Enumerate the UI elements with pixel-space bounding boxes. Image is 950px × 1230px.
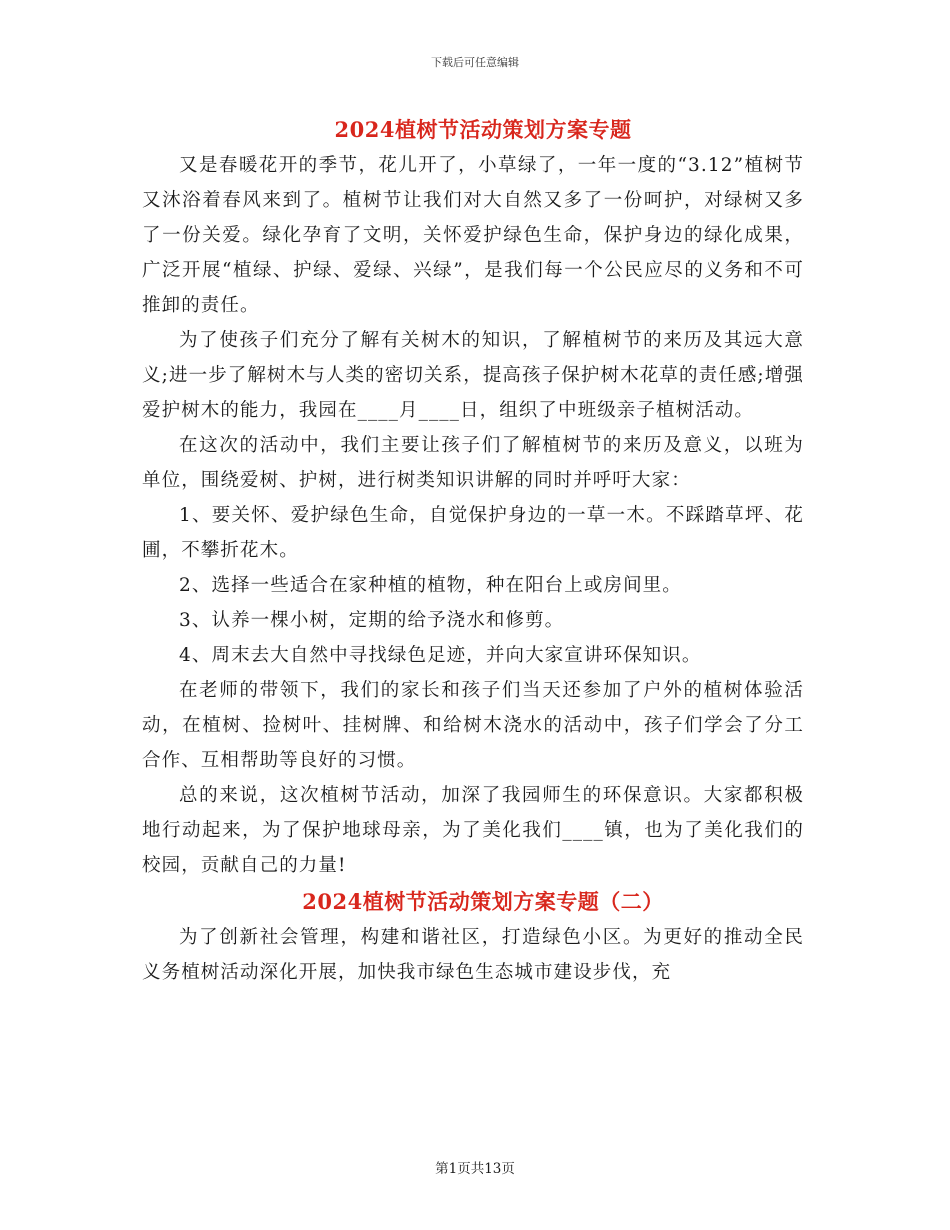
page-footer: 第1页共13页	[435, 1161, 515, 1177]
list-item: 2、选择一些适合在家种植的植物，种在阳台上或房间里。	[179, 575, 682, 596]
section-title-1: 2024植树节活动策划方案专题	[334, 117, 632, 142]
paragraph: 为了创新社会管理，构建和谐社区，打造绿色小区。为更好的推动全民义务植树活动深化开展，加快我市绿色生态城市建设步伐，充	[142, 927, 804, 983]
header-note: 下载后可任意编辑	[431, 56, 519, 69]
list-item: 1、要关怀、爱护绿色生命，自觉保护身边的一草一木。不踩踏草坪、花圃，不攀折花木。	[142, 505, 804, 561]
paragraph: 在老师的带领下，我们的家长和孩子们当天还参加了户外的植树体验活动，在植树、捡树叶、挂树牌、和给树木浇水的活动中，孩子们学会了分工合作、互相帮助等良好的习惯。	[142, 680, 804, 771]
paragraph: 总的来说，这次植树节活动，加深了我园师生的环保意识。大家都积极地行动起来，为了保护地球母亲，为了美化我们____镇，也为了美化我们的校园，贡献自己的力量!	[142, 785, 804, 876]
document-body	[142, 112, 804, 990]
list-item: 3、认养一棵小树，定期的给予浇水和修剪。	[179, 610, 565, 631]
paragraph: 又是春暖花开的季节，花儿开了，小草绿了，一年一度的“3.12”植树节又沐浴着春风来到了。植树节让我们对大自然又多了一份呵护，对绿树又多了一份关爱。绿化孕育了文明，关怀爱护绿色生命，保护身边的绿化成果，广泛开展“植绿、护绿、爱绿、兴绿”，是我们每一个公民应尽的义务和不可推卸的责任。	[142, 155, 804, 316]
list-item: 4、周末去大自然中寻找绿色足迹，并向大家宣讲环保知识。	[179, 645, 702, 666]
paragraph: 在这次的活动中，我们主要让孩子们了解植树节的来历及意义，以班为单位，围绕爱树、护树，进行树类知识讲解的同时并呼吁大家：	[142, 435, 804, 491]
section-title-2: 2024植树节活动策划方案专题（二）	[302, 889, 664, 914]
paragraph: 为了使孩子们充分了解有关树木的知识，了解植树节的来历及其远大意义;进一步了解树木与人类的密切关系，提高孩子保护树木花草的责任感;增强爱护树木的能力，我园在____月____日，组织了中班级亲子植树活动。	[142, 330, 804, 421]
